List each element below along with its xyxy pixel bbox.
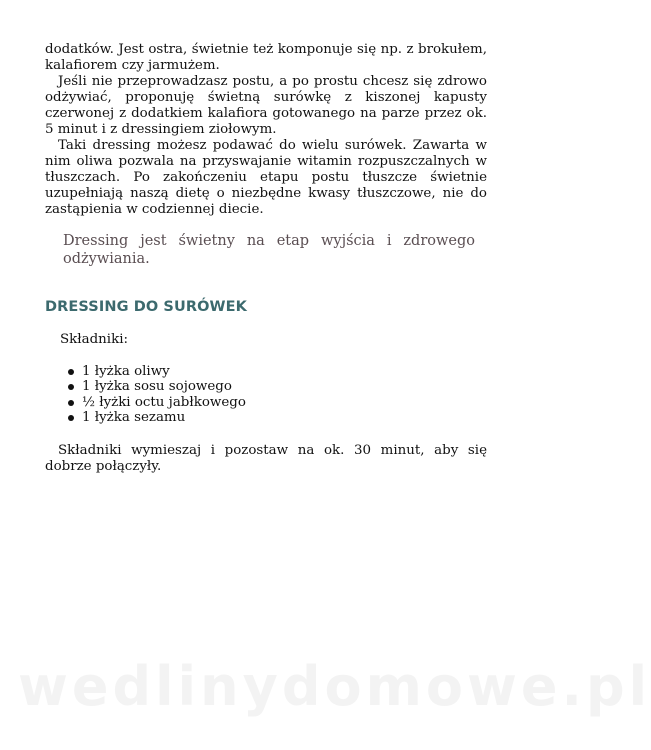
document-page — [45, 42, 487, 475]
body-paragraph-2: Jeśli nie przeprowadzasz postu, a po prostu chcesz się zdrowo odżywiać, proponuję świetną surówkę z kiszonej kapusty czerwonej z dodatkiem kalafiora gotowanego na parze przez ok. 5 minut i z dressingiem ziołowym. — [45, 74, 487, 137]
body-paragraph-1: dodatków. Jest ostra, świetnie też komponuje się np. z brokułem, kalafiorem czy jarmużem. — [45, 42, 487, 73]
recipe-instructions: Składniki wymieszaj i pozostaw na ok. 30 minut, aby się dobrze połączyły. — [45, 443, 487, 475]
watermark: wedlinydomowe.pl — [18, 655, 651, 718]
ingredient-text: 1 łyżka sosu sojowego — [82, 379, 232, 395]
ingredient-item — [68, 364, 487, 379]
bullet-icon — [68, 384, 74, 390]
ingredients-label: Składniki: — [60, 332, 128, 347]
bullet-icon — [68, 369, 74, 375]
ingredient-item — [68, 410, 487, 425]
ingredient-text: ½ łyżki octu jabłkowego — [82, 394, 246, 410]
bullet-icon — [68, 400, 74, 406]
ingredient-item — [68, 379, 487, 394]
ingredient-item — [68, 395, 487, 410]
ingredient-text: 1 łyżka oliwy — [82, 364, 170, 379]
ingredient-text: 1 łyżka sezamu — [82, 409, 186, 425]
ingredients-list — [45, 364, 487, 425]
body-paragraph-3: Taki dressing możesz podawać do wielu surówek. Zawarta w nim oliwa pozwala na przyswajanie witamin rozpuszczalnych w tłuszczach. Po zakończeniu etapu postu tłuszcze świetnie uzupełniają naszą dietę o niezbędne kwasy tłuszczowe, nie do zastąpienia w codziennej diecie. — [45, 138, 487, 217]
bullet-icon — [68, 415, 74, 421]
recipe-title: DRESSING DO SURÓWEK — [45, 299, 247, 315]
pull-quote: Dressing jest świetny na etap wyjścia i zdrowego odżywiania. — [63, 233, 475, 267]
